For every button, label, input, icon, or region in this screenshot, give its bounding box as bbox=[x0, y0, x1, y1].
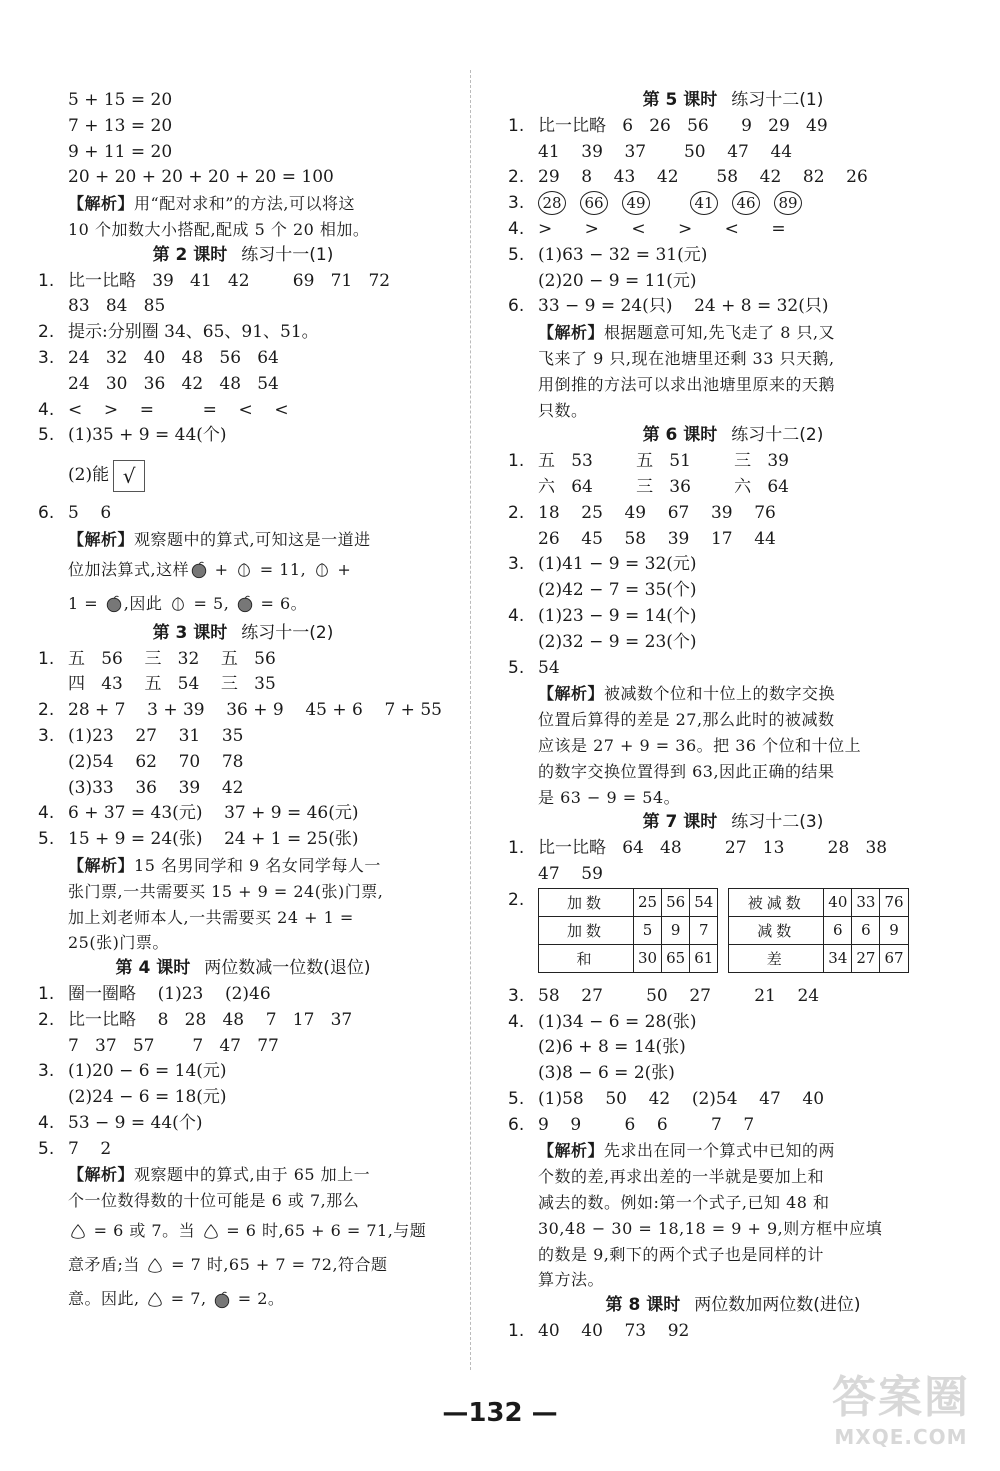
question-4: 4. (1)23 − 9 = 14(个) bbox=[508, 605, 697, 626]
analysis-tag: 【解析】 bbox=[68, 194, 135, 214]
watermark-logo: 答案圈 MXQE.COM bbox=[832, 1372, 970, 1449]
addition-table bbox=[538, 888, 718, 973]
circled-number: 28 bbox=[538, 191, 566, 215]
answer-line: 83 84 85 bbox=[68, 296, 166, 317]
question-2: 2. 加数 25 56 54 加数 5 9 7 和 30 65 61 被减数 40 33 76 减数 6 6 9 差 34 27 67 bbox=[508, 888, 958, 984]
apple-icon bbox=[235, 595, 255, 613]
question-1: 1. 40 40 73 92 bbox=[508, 1321, 690, 1342]
analysis-line: 用倒推的方法可以求出池塘里原来的天鹅 bbox=[538, 374, 836, 394]
question-5: 5. (1)63 − 32 = 31(元) bbox=[508, 244, 708, 265]
analysis-line: 位加法算式,这样 + = 11, + bbox=[68, 559, 352, 579]
column-divider bbox=[470, 70, 471, 1370]
check-mark-box: √ bbox=[113, 460, 145, 492]
answer-line: 9 + 11 = 20 bbox=[68, 141, 173, 162]
question-4: 4. 6 + 37 = 43(元) 37 + 9 = 46(元) bbox=[38, 803, 359, 824]
right-column bbox=[508, 88, 958, 1345]
question-4: 4. > > < > < = bbox=[508, 218, 786, 239]
apple-icon bbox=[189, 561, 209, 579]
question-2: 2. 提示:分别圈 34、65、91、51。 bbox=[38, 322, 319, 343]
answer-line: 24 30 36 42 48 54 bbox=[68, 373, 279, 394]
section-heading: 第 3 课时 练习十一(2) bbox=[152, 622, 334, 643]
analysis-line: 个数的差,再求出差的一半就是要加上和 bbox=[538, 1167, 825, 1187]
peach-icon bbox=[312, 561, 332, 579]
answer-line: 26 45 58 39 17 44 bbox=[538, 528, 776, 549]
analysis-line: 算方法。 bbox=[538, 1270, 605, 1290]
question-4: 4. < > = = < < bbox=[38, 399, 289, 420]
question-2: 2. 比一比略 8 28 48 7 17 37 bbox=[38, 1009, 353, 1030]
analysis-line: 【解析】用“配对求和”的方法,可以将这 bbox=[68, 194, 355, 214]
analysis-line: 的数是 9,剩下的两个式子也是同样的计 bbox=[538, 1244, 824, 1264]
analysis-line: 应该是 27 + 9 = 36。把 36 个位和十位上 bbox=[538, 735, 862, 755]
question-3: 3. (1)20 − 6 = 14(元) bbox=[38, 1061, 227, 1082]
answer-line: (3)8 − 6 = 2(张) bbox=[538, 1063, 675, 1084]
question-5: 5. (1)58 50 42 (2)54 47 40 bbox=[508, 1088, 825, 1109]
pear-icon bbox=[145, 1257, 165, 1275]
analysis-line: 张门票,一共需要买 15 + 9 = 24(张)门票, bbox=[68, 881, 384, 901]
section-heading: 第 7 课时 练习十二(3) bbox=[642, 812, 824, 833]
question-4: 4. 53 − 9 = 44(个) bbox=[38, 1112, 203, 1133]
analysis-line: 加上刘老师本人,一共需要买 24 + 1 = bbox=[68, 907, 354, 927]
analysis-line: 10 个加数大小搭配,配成 5 个 20 相加。 bbox=[68, 219, 370, 239]
analysis-line: 【解析】被减数个位和十位上的数字交换 bbox=[538, 684, 836, 704]
analysis-line: 是 63 − 9 = 54。 bbox=[538, 787, 681, 807]
table-row: 加数 5 9 7 bbox=[539, 916, 718, 944]
analysis-tag: 【解析】 bbox=[538, 684, 605, 704]
answer-line: (2)20 − 9 = 11(元) bbox=[538, 270, 697, 291]
table-row: 减数 6 6 9 bbox=[729, 916, 908, 944]
question-3: 3. 58 27 50 27 21 24 bbox=[508, 985, 820, 1006]
section-heading: 第 6 课时 练习十二(2) bbox=[642, 425, 824, 446]
section-heading: 第 8 课时 两位数加两位数(进位) bbox=[605, 1295, 861, 1316]
answer-line: 5 + 15 = 20 bbox=[68, 90, 173, 110]
peach-icon bbox=[168, 595, 188, 613]
page-number: —132 — bbox=[442, 1398, 558, 1428]
answer-line: (2)54 62 70 78 bbox=[68, 751, 244, 772]
section-heading: 第 2 课时 练习十一(1) bbox=[152, 244, 334, 265]
answer-line: (2)24 − 6 = 18(元) bbox=[68, 1087, 227, 1108]
question-6: 6. 5 6 bbox=[38, 503, 112, 524]
analysis-tag: 【解析】 bbox=[68, 1165, 135, 1185]
analysis-line: 减去的数。例如:第一个式子,已知 48 和 bbox=[538, 1193, 830, 1213]
question-1: 1. 五 53 五 51 三 39 bbox=[508, 451, 789, 472]
answer-line: 六 64 三 36 六 64 bbox=[538, 476, 789, 497]
question-5: 5. (1)35 + 9 = 44(个) bbox=[38, 425, 227, 446]
analysis-line: 1 = ,因此 = 5, = 6。 bbox=[68, 593, 308, 613]
analysis-line: 个一位数得数的十位可能是 6 或 7,那么 bbox=[68, 1191, 360, 1211]
section-heading: 第 5 课时 练习十二(1) bbox=[642, 90, 824, 110]
analysis-line: 【解析】先求出在同一个算式中已知的两 bbox=[538, 1141, 836, 1161]
left-column bbox=[38, 88, 448, 1316]
analysis-line: 【解析】观察题中的算式,由于 65 加上一 bbox=[68, 1165, 371, 1185]
question-5: 5. 15 + 9 = 24(张) 24 + 1 = 25(张) bbox=[38, 829, 359, 850]
circled-number: 89 bbox=[774, 191, 802, 215]
table-row: 差 34 27 67 bbox=[729, 944, 908, 972]
question-5: 5. 54 bbox=[508, 657, 560, 678]
circled-number: 46 bbox=[732, 191, 760, 215]
table-row: 加数 25 56 54 bbox=[539, 888, 718, 916]
question-4: 4. (1)34 − 6 = 28(张) bbox=[508, 1011, 697, 1032]
analysis-line: 飞来了 9 只,现在池塘里还剩 33 只天鹅, bbox=[538, 348, 835, 368]
answer-line: (3)33 36 39 42 bbox=[68, 777, 244, 798]
apple-icon bbox=[104, 595, 124, 613]
answer-line: 四 43 五 54 三 35 bbox=[68, 674, 276, 695]
question-3: 3. (1)23 27 31 35 bbox=[38, 725, 244, 746]
answer-line: 7 37 57 7 47 77 bbox=[68, 1035, 279, 1056]
analysis-line: 【解析】15 名男同学和 9 名女同学每人一 bbox=[68, 855, 381, 875]
analysis-line: 30,48 − 30 = 18,18 = 9 + 9,则方框中应填 bbox=[538, 1218, 883, 1238]
question-1: 1. 比一比略 39 41 42 69 71 72 bbox=[38, 270, 391, 291]
apple-icon bbox=[212, 1291, 232, 1309]
analysis-line: 意。因此, = 7, = 2。 bbox=[68, 1289, 285, 1309]
peach-icon bbox=[234, 561, 254, 579]
question-2: 2. 29 8 43 42 58 42 82 26 bbox=[508, 167, 868, 188]
analysis-line: 【解析】观察题中的算式,可知这是一道进 bbox=[68, 529, 371, 549]
question-3: 3. 28 66 49 41 46 89 bbox=[508, 191, 958, 217]
question-6: 6. 9 9 6 6 7 7 bbox=[508, 1114, 755, 1135]
analysis-line: 只数。 bbox=[538, 400, 588, 420]
answer-line: (2)32 − 9 = 23(个) bbox=[538, 631, 697, 652]
circled-number: 49 bbox=[622, 191, 650, 215]
table-row: 被减数 40 33 76 bbox=[729, 888, 908, 916]
answer-line: (2)42 − 7 = 35(个) bbox=[538, 580, 697, 601]
answer-line: 47 59 bbox=[538, 863, 603, 884]
question-1: 1. 圈一圈略 (1)23 (2)46 bbox=[38, 983, 271, 1004]
question-1: 1. 五 56 三 32 五 56 bbox=[38, 648, 276, 669]
pear-icon bbox=[145, 1291, 165, 1309]
subtraction-table bbox=[728, 888, 908, 973]
circled-number: 41 bbox=[690, 191, 718, 215]
answer-line: 41 39 37 50 47 44 bbox=[538, 141, 793, 162]
analysis-line: 意矛盾;当 = 7 时,65 + 7 = 72,符合题 bbox=[68, 1255, 388, 1275]
question-2: 2. 18 25 49 67 39 76 bbox=[508, 502, 776, 523]
analysis-line: 的数字交换位置得到 63,因此正确的结果 bbox=[538, 761, 835, 781]
question-2: 2. 28 + 7 3 + 39 36 + 9 45 + 6 7 + 55 bbox=[38, 700, 442, 721]
answer-line: 20 + 20 + 20 + 20 + 20 = 100 bbox=[68, 167, 334, 188]
question-3: 3. (1)41 − 9 = 32(元) bbox=[508, 554, 697, 575]
analysis-line: 25(张)门票。 bbox=[68, 933, 169, 953]
analysis-tag: 【解析】 bbox=[68, 529, 135, 549]
question-1: 1. 比一比略 6 26 56 9 29 49 bbox=[508, 115, 828, 136]
analysis-tag: 【解析】 bbox=[538, 323, 605, 343]
answer-line: 7 + 13 = 20 bbox=[68, 115, 173, 136]
analysis-line: = 6 或 7。当 = 6 时,65 + 6 = 71,与题 bbox=[38, 1214, 448, 1248]
question-1: 1. 比一比略 64 48 27 13 28 38 bbox=[508, 838, 888, 859]
answer-line: (2)能 √ bbox=[38, 449, 448, 501]
analysis-tag: 【解析】 bbox=[538, 1141, 605, 1161]
analysis-line: 位置后算得的差是 27,那么此时的被减数 bbox=[538, 710, 835, 730]
question-6: 6. 33 − 9 = 24(只) 24 + 8 = 32(只) bbox=[508, 296, 829, 317]
pear-icon bbox=[201, 1223, 221, 1241]
analysis-tag: 【解析】 bbox=[68, 855, 135, 875]
pear-icon bbox=[68, 1223, 88, 1241]
question-3: 3. 24 32 40 48 56 64 bbox=[38, 347, 279, 368]
analysis-line: 【解析】根据题意可知,先飞走了 8 只,又 bbox=[538, 323, 836, 343]
table-row: 和 30 65 61 bbox=[539, 944, 718, 972]
circled-number: 66 bbox=[580, 191, 608, 215]
section-heading: 第 4 课时 两位数减一位数(退位) bbox=[115, 958, 371, 979]
answer-line: (2)6 + 8 = 14(张) bbox=[538, 1037, 686, 1058]
question-5: 5. 7 2 bbox=[38, 1138, 112, 1159]
